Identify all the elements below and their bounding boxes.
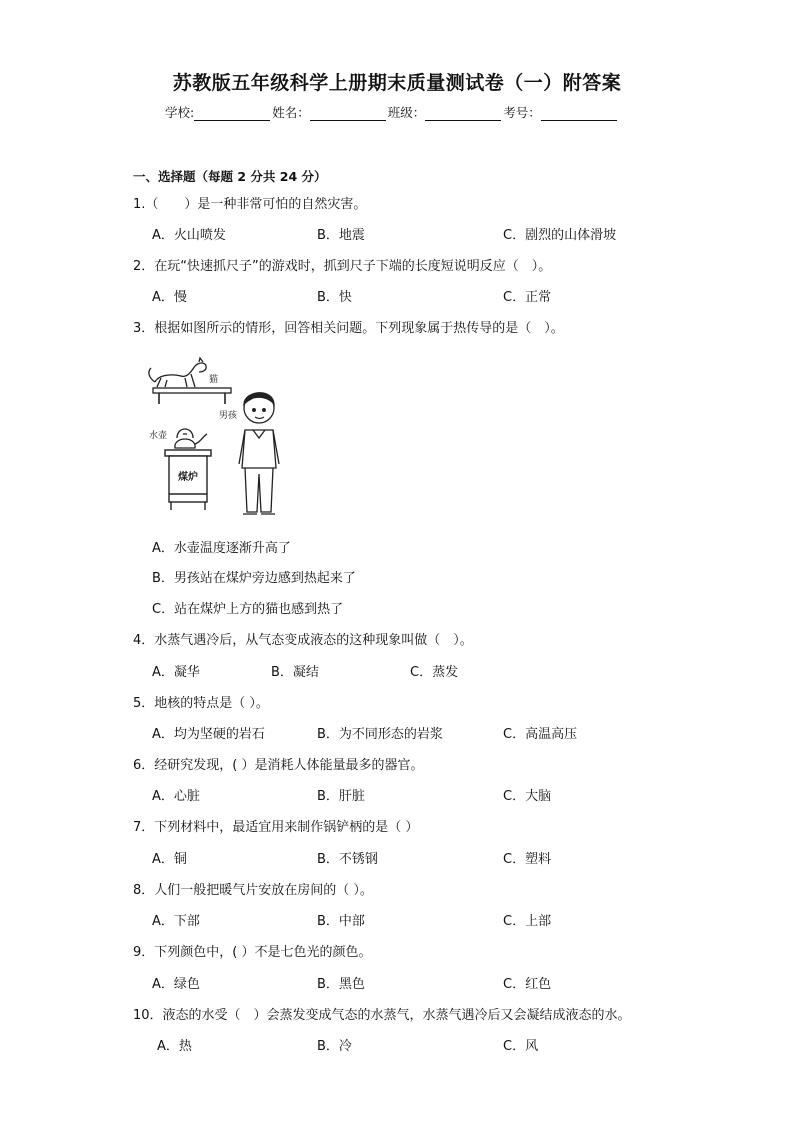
school-label: 学校:: [165, 105, 195, 120]
name-blank[interactable]: [310, 106, 386, 121]
question-5: 5．地核的特点是（ ）。: [133, 696, 269, 711]
q3-option-a[interactable]: A．水壶温度逐渐升高了: [152, 541, 291, 556]
q2-option-b[interactable]: B．快: [317, 290, 352, 305]
q9-option-b[interactable]: B．黑色: [317, 977, 365, 992]
q10-option-c[interactable]: C．风: [503, 1039, 539, 1054]
shelf: [153, 388, 231, 404]
q5-option-a[interactable]: A．均为坚硬的岩石: [152, 727, 265, 742]
q1-option-c[interactable]: C．剧烈的山体滑坡: [503, 228, 617, 243]
stove-label: 煤炉: [178, 472, 198, 483]
q3-option-c[interactable]: C．站在煤炉上方的猫也感到热了: [152, 602, 344, 617]
school-blank[interactable]: [194, 106, 270, 121]
q4-option-a[interactable]: A．凝华: [152, 665, 200, 680]
question-4: 4．水蒸气遇冷后，从气态变成液态的这种现象叫做（ ）。: [133, 633, 473, 648]
heat-transfer-figure: [133, 352, 293, 524]
q7-option-c[interactable]: C．塑料: [503, 852, 552, 867]
question-9: 9．下列颜色中，( ）不是七色光的颜色。: [133, 945, 372, 960]
boy-drawing: [239, 393, 279, 514]
number-label: 考号：: [503, 105, 541, 120]
q6-option-a[interactable]: A．心脏: [152, 789, 200, 804]
q6-option-c[interactable]: C．大脑: [503, 789, 552, 804]
q5-option-c[interactable]: C．高温高压: [503, 727, 578, 742]
number-blank[interactable]: [541, 106, 617, 121]
kettle-label: 水壶: [149, 431, 168, 441]
cat-drawing: [149, 358, 206, 387]
question-6: 6．经研究发现，( ）是消耗人体能量最多的器官。: [133, 758, 424, 773]
q8-option-b[interactable]: B．中部: [317, 914, 365, 929]
q1-option-b[interactable]: B．地震: [317, 228, 365, 243]
q2-option-c[interactable]: C．正常: [503, 290, 552, 305]
kettle-drawing: [175, 429, 207, 448]
q9-option-a[interactable]: A．绿色: [152, 977, 200, 992]
q4-option-c[interactable]: C．蒸发: [410, 665, 459, 680]
q5-option-b[interactable]: B．为不同形态的岩浆: [317, 727, 443, 742]
boy-label: 男孩: [219, 411, 238, 421]
name-label: 姓名：: [272, 105, 310, 120]
q4-option-b[interactable]: B．凝结: [271, 665, 319, 680]
q8-option-c[interactable]: C．上部: [503, 914, 552, 929]
section-heading: 一、选择题（每题 2 分共 24 分）: [133, 169, 327, 184]
q7-option-b[interactable]: B．不锈钢: [317, 852, 378, 867]
q10-option-a[interactable]: A．热: [157, 1039, 192, 1054]
q7-option-a[interactable]: A．铜: [152, 852, 187, 867]
question-7: 7．下列材料中，最适宜用来制作锅铲柄的是（ ）: [133, 820, 419, 835]
q10-option-b[interactable]: B．冷: [317, 1039, 352, 1054]
q6-option-b[interactable]: B．肝脏: [317, 789, 365, 804]
question-10: 10．液态的水受（ ）会蒸发变成气态的水蒸气，水蒸气遇冷后又会凝结成液态的水。: [133, 1008, 631, 1023]
question-2: 2．在玩“快速抓尺子”的游戏时，抓到尺子下端的长度短说明反应（ ）。: [133, 259, 552, 274]
student-info-line: [165, 103, 619, 121]
exam-title: 苏教版五年级科学上册期末质量测试卷（一）附答案: [172, 72, 622, 94]
q9-option-c[interactable]: C．红色: [503, 977, 552, 992]
cat-label: 猫: [209, 375, 219, 385]
question-3: 3．根据如图所示的情形，回答相关问题。下列现象属于热传导的是（ ）。: [133, 321, 564, 336]
class-blank[interactable]: [425, 106, 501, 121]
question-8: 8．人们一般把暖气片安放在房间的（ ）。: [133, 883, 373, 898]
q2-option-a[interactable]: A．慢: [152, 290, 187, 305]
q1-option-a[interactable]: A．火山喷发: [152, 228, 226, 243]
question-1: 1.（ ）是一种非常可怕的自然灾害。: [133, 197, 367, 212]
class-label: 班级：: [387, 105, 426, 120]
q3-option-b[interactable]: B．男孩站在煤炉旁边感到热起来了: [152, 571, 356, 586]
q8-option-a[interactable]: A．下部: [152, 914, 200, 929]
